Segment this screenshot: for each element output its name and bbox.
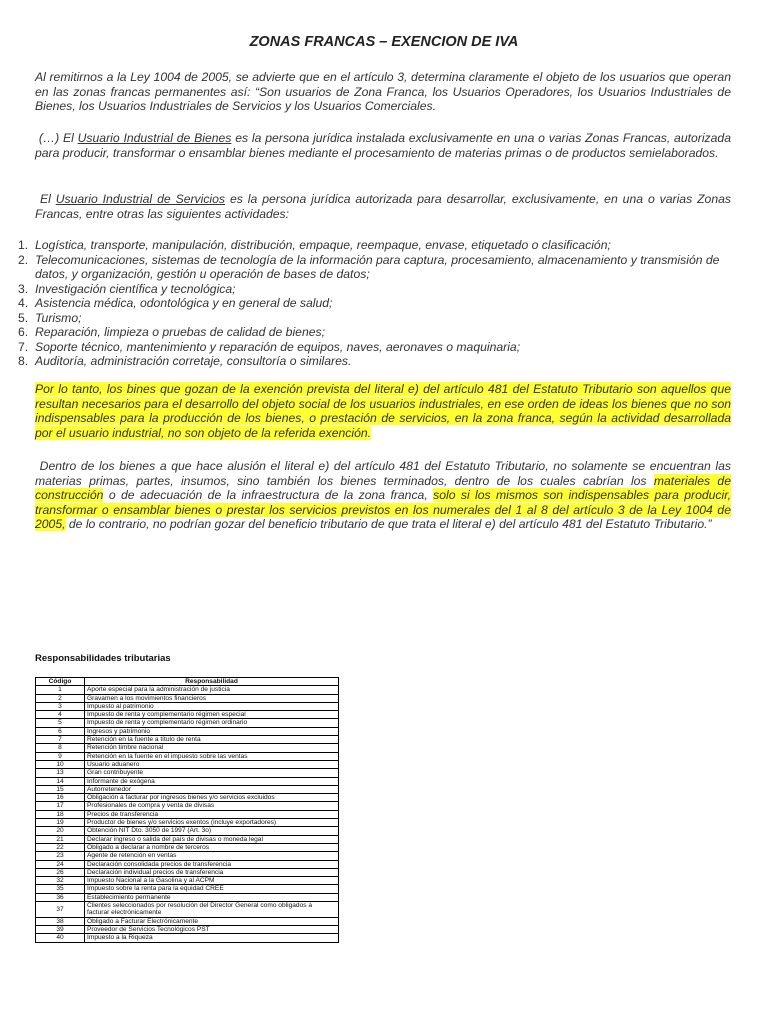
- responsabilidades-title: Responsabilidades tributarias: [35, 653, 171, 664]
- list-item: [18, 296, 731, 311]
- usuario-industrial-bienes-term: Usuario Industrial de Bienes: [77, 131, 232, 145]
- responsabilidad-cell: Aporte especial para la administración de justicia: [85, 686, 339, 694]
- paragraph-ley-1004: Al remitirnos a la Ley 1004 de 2005, se advierte que en el artículo 3, determina claramente el objeto de los usuarios que operan en las zonas francas permanentes así: “Son usuarios de Zona Franca, los Usuarios Operadores, los Usuarios Industriales de Bienes, los Usuarios Industriales de Servicios y los Usuarios Comerciales.: [35, 70, 731, 113]
- table-row: [36, 852, 339, 860]
- responsabilidad-cell: Impuesto de renta y complementario régimen especial: [85, 711, 339, 719]
- highlighted-text: Por lo tanto, los bines que gozan de la exención prevista del literal e) del artículo 481 del Estatuto Tributario son aquellos que resultan necesarios para el desarrollo del objeto social de los usuarios industriales, en ese orden de ideas los bienes que no son indispensables para la producción de los bienes, o prestación de servicios, en la zona franca, según la actividad desarrollada por el usuario industrial, no son objeto de la referida exención.: [35, 382, 731, 440]
- codigo-cell: 10: [36, 760, 85, 768]
- responsabilidad-cell: Impuesto Nacional a la Gasolina y al ACPM: [85, 877, 339, 885]
- codigo-cell: 15: [36, 785, 85, 793]
- table-row: [36, 727, 339, 735]
- codigo-cell: 35: [36, 885, 85, 893]
- codigo-cell: 23: [36, 852, 85, 860]
- codigo-cell: 13: [36, 769, 85, 777]
- item-number: 2.: [18, 252, 29, 267]
- activities-list: [18, 238, 731, 369]
- codigo-cell: 26: [36, 868, 85, 876]
- responsabilidad-cell: Informante de exógena: [85, 777, 339, 785]
- responsabilidad-cell: Declarar ingreso o salida del país de divisas o moneda legal: [85, 835, 339, 843]
- responsabilidad-cell: Declaración consolidada precios de transferencia: [85, 860, 339, 868]
- table-row: [36, 785, 339, 793]
- highlighted-text: solo si los mismos son indispensables para producir, transformar o ensamblar bienes o prestar los servicios previstos en los numerales del 1 al 8 del artículo 3 de la Ley 1004 de 2005,: [35, 488, 731, 531]
- list-item: [18, 339, 731, 355]
- list-item: [18, 354, 731, 369]
- table-row: [36, 819, 339, 827]
- responsabilidad-cell: Productor de bienes y/o servicios exentos (incluye exportadores): [85, 819, 339, 827]
- responsabilidad-cell: Clientes seleccionados por resolución del Director General como obligados a facturar electrónicamente: [85, 902, 339, 918]
- responsabilidad-cell: Obligación a facturar por ingresos bienes y/o servicios excluidos: [85, 794, 339, 802]
- table-row: [36, 794, 339, 802]
- responsabilidad-cell: Proveedor de Servicios Tecnológicos PST: [85, 925, 339, 933]
- list-item: [18, 238, 731, 253]
- paragraph-text: es la persona jurídica autorizada para desarrollar, exclusivamente, en una o varias Zonas Francas, entre otras las siguientes actividades:: [35, 192, 731, 221]
- paragraph-text: El: [39, 192, 56, 206]
- codigo-cell: 18: [36, 810, 85, 818]
- table-row: [36, 736, 339, 744]
- item-number: 6.: [18, 325, 29, 339]
- table-row: [36, 902, 339, 918]
- item-number: 8.: [18, 354, 29, 368]
- codigo-cell: 3: [36, 702, 85, 710]
- list-item: [18, 252, 731, 282]
- codigo-cell: 2: [36, 694, 85, 702]
- codigo-cell: 9: [36, 752, 85, 760]
- responsabilidad-cell: Impuesto sobre la renta para la equidad CREE: [85, 885, 339, 893]
- responsabilidad-cell: Gravamen a los movimientos financieros: [85, 694, 339, 702]
- codigo-cell: 17: [36, 802, 85, 810]
- codigo-cell: 16: [36, 794, 85, 802]
- item-number: 5.: [18, 310, 29, 325]
- table-row: [36, 777, 339, 785]
- table-row: [36, 843, 339, 851]
- codigo-cell: 39: [36, 925, 85, 933]
- responsabilidad-cell: Impuesto a la Riqueza: [85, 934, 339, 942]
- codigo-cell: 38: [36, 917, 85, 925]
- item-text: Turismo;: [35, 310, 82, 325]
- table-row: [36, 877, 339, 885]
- codigo-cell: 20: [36, 827, 85, 835]
- table-row: [36, 802, 339, 810]
- table-row: [36, 694, 339, 702]
- item-text: Logística, transporte, manipulación, distribución, empaque, reempaque, envase, etiquetado o clasificación;: [35, 238, 611, 252]
- responsabilidad-cell: Obligado a Facturar Electrónicamente: [85, 917, 339, 925]
- codigo-cell: 24: [36, 860, 85, 868]
- codigo-cell: 37: [36, 902, 85, 918]
- paragraph-usuario-bienes: [35, 131, 731, 160]
- codigo-cell: 22: [36, 843, 85, 851]
- table-row: [36, 835, 339, 843]
- responsabilidad-cell: Obtención NIT Dto. 3050 de 1997 (Art. 3o): [85, 827, 339, 835]
- paragraph-text: o de adecuación de la infraestructura de la zona franca,: [103, 488, 434, 502]
- responsabilidad-cell: Precios de transferencia: [85, 810, 339, 818]
- responsabilidad-cell: Gran contribuyente: [85, 769, 339, 777]
- responsabilidad-cell: Obligado a declarar a nombre de terceros: [85, 843, 339, 851]
- table-row: [36, 885, 339, 893]
- codigo-cell: 40: [36, 934, 85, 942]
- table-row: [36, 827, 339, 835]
- responsabilidades-table: [35, 677, 339, 943]
- table-row: [36, 925, 339, 933]
- responsabilidad-cell: Retención timbre nacional: [85, 744, 339, 752]
- codigo-cell: 36: [36, 893, 85, 901]
- item-number: 1.: [18, 238, 29, 252]
- responsabilidad-cell: Autorretenedor: [85, 785, 339, 793]
- table-row: [36, 760, 339, 768]
- responsabilidad-cell: Agente de retención en ventas: [85, 852, 339, 860]
- table-row: [36, 868, 339, 876]
- table-row: [36, 810, 339, 818]
- table-row: [36, 744, 339, 752]
- table-row: [36, 893, 339, 901]
- item-number: 7.: [18, 339, 29, 354]
- paragraph-exencion-highlight: [35, 382, 731, 440]
- responsabilidad-cell: Usuario aduanero: [85, 760, 339, 768]
- list-item: [18, 281, 731, 297]
- paragraph-text: (…) El: [38, 131, 78, 145]
- paragraph-usuario-servicios: [35, 192, 731, 221]
- table-row: [36, 686, 339, 694]
- item-text: Reparación, limpieza o pruebas de calidad de bienes;: [35, 325, 325, 339]
- item-text: Auditoría, administración corretaje, consultoría o similares.: [35, 354, 352, 368]
- table-row: [36, 719, 339, 727]
- usuario-industrial-servicios-term: Usuario Industrial de Servicios: [55, 192, 226, 206]
- paragraph-text: Dentro de los bienes a que hace alusión el literal e) del artículo 481 del Estatuto Tributario, no solamente se encuentran las materias primas, partes, insumos, sino también los bienes terminados, dentro de los cuales cabrían los: [35, 459, 731, 488]
- column-header-responsabilidad: Responsabilidad: [85, 678, 339, 686]
- codigo-cell: 19: [36, 819, 85, 827]
- table-row: [36, 702, 339, 710]
- list-item: [18, 325, 731, 340]
- codigo-cell: 5: [36, 719, 85, 727]
- paragraph-bienes-alusion: [35, 459, 731, 532]
- responsabilidad-cell: Impuesto al patrimonio: [85, 702, 339, 710]
- table-row: [36, 769, 339, 777]
- paragraph-text: es la persona jurídica instalada exclusivamente en una o varias Zonas Francas, autorizada para producir, transformar o ensamblar bienes mediante el procesamiento de materias primas o de productos semielaborados.: [35, 131, 731, 160]
- table-row: [36, 860, 339, 868]
- item-text: Investigación científica y tecnológica;: [35, 281, 236, 296]
- responsabilidad-cell: Declaración individual precios de transferencia: [85, 868, 339, 876]
- document-title: ZONAS FRANCAS – EXENCION DE IVA: [249, 34, 519, 50]
- table-row: [36, 711, 339, 719]
- codigo-cell: 14: [36, 777, 85, 785]
- codigo-cell: 6: [36, 727, 85, 735]
- responsabilidad-cell: Ingresos y patrimonio: [85, 727, 339, 735]
- codigo-cell: 1: [36, 686, 85, 694]
- codigo-cell: 32: [36, 877, 85, 885]
- item-text: Soporte técnico, mantenimiento y reparación de equipos, naves, aeronaves o maquinaria;: [35, 339, 521, 354]
- responsabilidad-cell: Retención en la fuente en el impuesto sobre las ventas: [85, 752, 339, 760]
- item-number: 4.: [18, 296, 29, 310]
- responsabilidad-cell: Establecimiento permanente: [85, 893, 339, 901]
- table-row: [36, 752, 339, 760]
- responsabilidad-cell: Retención en la fuente a título de renta: [85, 736, 339, 744]
- highlighted-text: materiales de construcción: [35, 473, 731, 502]
- table-body: [36, 686, 339, 942]
- responsabilidad-cell: Impuesto de renta y complementario régimen ordinario: [85, 719, 339, 727]
- codigo-cell: 7: [36, 736, 85, 744]
- item-text: Telecomunicaciones, sistemas de tecnología de la información para captura, procesamiento, almacenamiento y transmisión de datos, y organización, gestión u operación de bases de datos;: [35, 252, 720, 281]
- item-number: 3.: [18, 281, 29, 296]
- responsabilidad-cell: Profesionales de compra y venta de divisas: [85, 802, 339, 810]
- item-text: Asistencia médica, odontológica y en general de salud;: [35, 296, 333, 310]
- paragraph-text: de lo contrario, no podrían gozar del beneficio tributario de que trata el literal e) del artículo 481 del Estatuto Tributario.”: [65, 517, 712, 531]
- table-row: [36, 934, 339, 942]
- table-row: [36, 917, 339, 925]
- codigo-cell: 21: [36, 835, 85, 843]
- table-header-row: [36, 678, 339, 686]
- list-item: [18, 310, 731, 326]
- column-header-codigo: Código: [36, 678, 85, 686]
- codigo-cell: 4: [36, 711, 85, 719]
- codigo-cell: 8: [36, 744, 85, 752]
